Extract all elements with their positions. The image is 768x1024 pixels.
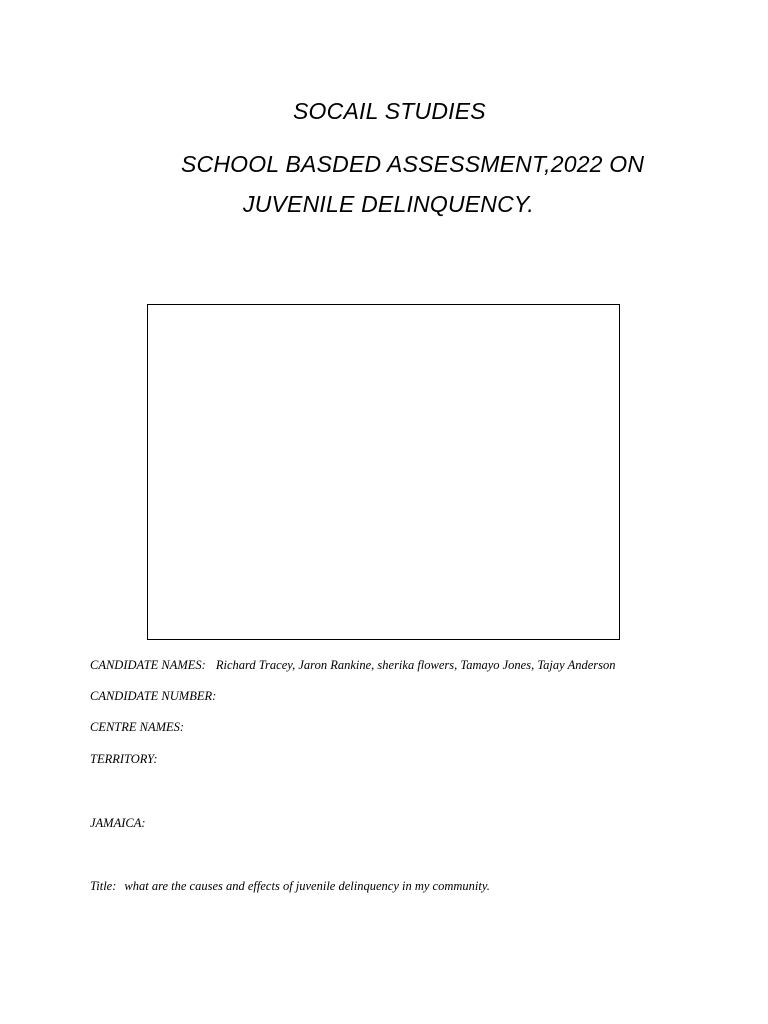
title-label: Title:	[90, 879, 117, 893]
candidate-names-label: CANDIDATE NAMES:	[90, 658, 206, 672]
territory-label: TERRITORY:	[90, 752, 158, 766]
topic-heading: JUVENILE DELINQUENCY.	[243, 191, 534, 217]
candidate-names-field	[90, 657, 616, 673]
assessment-heading: SCHOOL BASDED ASSESSMENT,2022 ON	[181, 151, 645, 177]
subject-heading: SOCAIL STUDIES	[293, 98, 486, 124]
centre-names-field	[90, 719, 184, 735]
title-field	[90, 878, 490, 894]
country-label: JAMAICA:	[90, 816, 146, 830]
image-placeholder-box	[147, 304, 620, 640]
country-field	[90, 815, 146, 831]
candidate-names-value: Richard Tracey, Jaron Rankine, sherika flowers, Tamayo Jones, Tajay Anderson	[215, 658, 616, 672]
territory-field	[90, 751, 158, 767]
candidate-number-label: CANDIDATE NUMBER:	[90, 689, 217, 703]
title-value: what are the causes and effects of juvenile delinquency in my community.	[124, 879, 490, 893]
candidate-number-field	[90, 688, 216, 704]
centre-names-label: CENTRE NAMES:	[90, 720, 185, 734]
